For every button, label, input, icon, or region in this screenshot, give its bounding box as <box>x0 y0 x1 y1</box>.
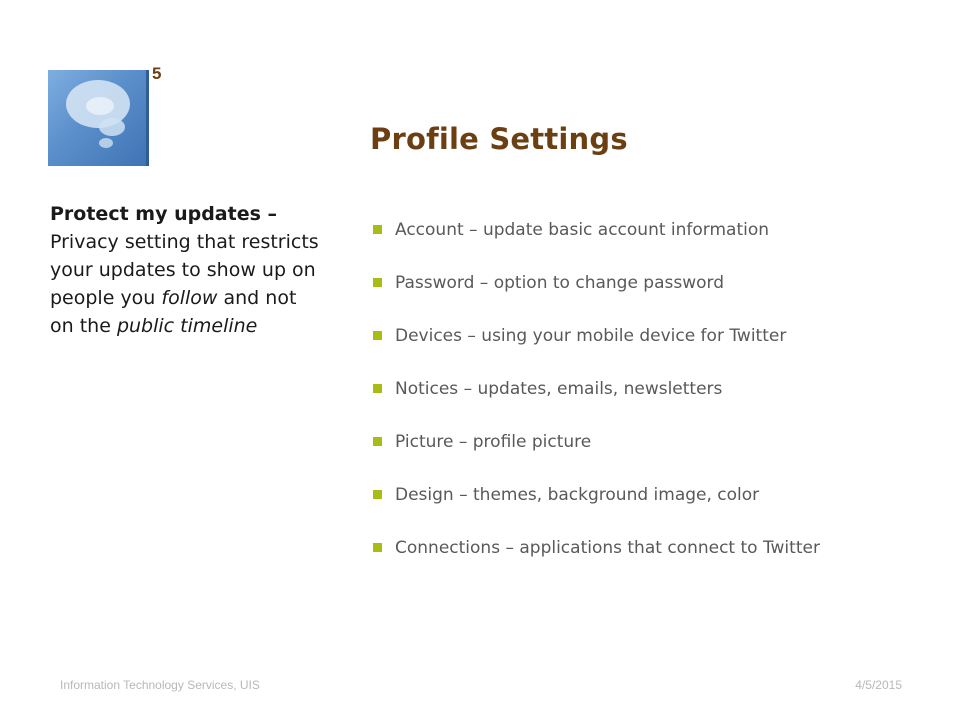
list-item-text: Devices – using your mobile device for Twitter <box>395 326 787 346</box>
description-part2: and not on the <box>50 287 297 337</box>
thought-bubble-icon <box>48 70 146 166</box>
list-item-connections <box>372 536 892 561</box>
description-part1: Privacy setting that restricts your updates to show up on people you <box>50 231 319 309</box>
profile-settings-list <box>372 218 892 589</box>
square-bullet-icon <box>373 490 382 499</box>
square-bullet-icon <box>373 543 382 552</box>
footer-date: 4/5/2015 <box>855 678 902 692</box>
public-timeline-phrase: public timeline <box>116 315 258 337</box>
footer-organization: Information Technology Services, UIS <box>60 678 260 692</box>
list-item-account <box>372 218 892 243</box>
square-bullet-icon <box>373 331 382 340</box>
protect-updates-heading: Protect my updates – <box>50 203 278 225</box>
list-item-devices <box>372 324 892 349</box>
protect-updates-description <box>50 200 320 340</box>
list-item-password <box>372 271 892 296</box>
list-item-picture <box>372 430 892 455</box>
list-item-text: Design – themes, background image, color <box>395 485 760 505</box>
list-item-text: Account – update basic account information <box>395 220 770 240</box>
list-item-text: Password – option to change password <box>395 273 725 293</box>
square-bullet-icon <box>373 225 382 234</box>
list-item-notices <box>372 377 892 402</box>
list-item-text: Picture – profile picture <box>395 432 592 452</box>
list-item-text: Notices – updates, emails, newsletters <box>395 379 723 399</box>
slide-title: Profile Settings <box>370 122 628 156</box>
square-bullet-icon <box>373 437 382 446</box>
follow-word: follow <box>161 287 218 309</box>
slide-number: 5 <box>152 64 162 83</box>
square-bullet-icon <box>373 278 382 287</box>
list-item-design <box>372 483 892 508</box>
square-bullet-icon <box>373 384 382 393</box>
list-item-text: Connections – applications that connect to Twitter <box>395 538 820 558</box>
